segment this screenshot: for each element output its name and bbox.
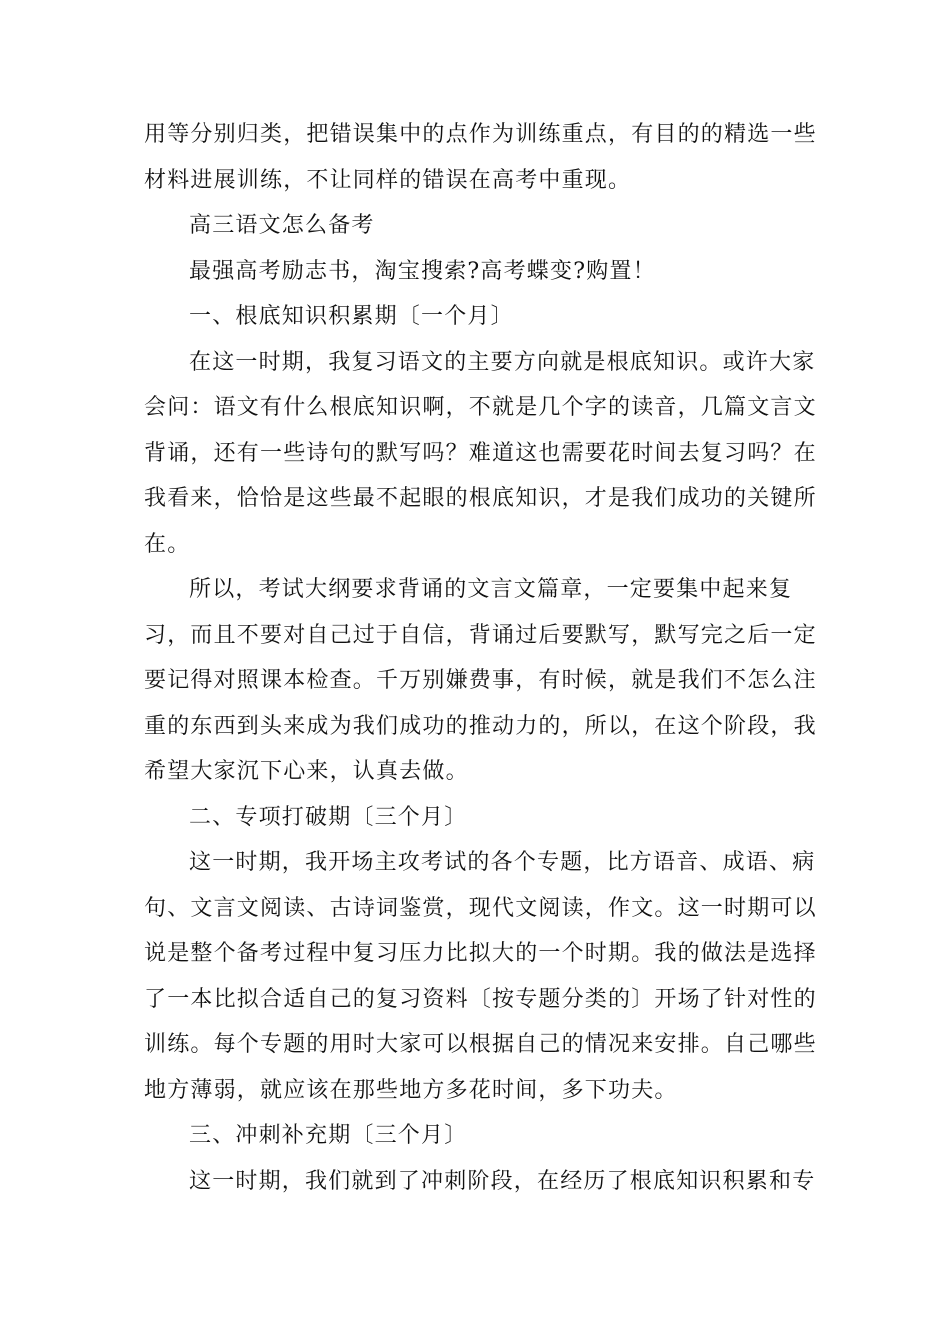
heading-stage-1: 一、根底知识积累期〔一个月〕 <box>189 304 514 329</box>
paragraph-1: 用等分别归类，把错误集中的点作为训练重点，有目的的精选一些材料进展训练，不让同样的错误在高考中重现。 <box>144 122 817 193</box>
heading-stage-3: 三、冲刺补充期〔三个月〕 <box>189 1123 468 1148</box>
paragraph-stage-3: 这一时期，我们就到了冲刺阶段，在经历了根底知识积累和专 <box>189 1168 816 1194</box>
promo-line: 最强高考励志书，淘宝搜索?高考蝶变?购置！ <box>189 258 656 284</box>
document-body <box>144 112 824 1204</box>
section-title: 高三语文怎么备考 <box>189 213 375 238</box>
paragraph-stage-1-advice: 所以，考试大纲要求背诵的文言文篇章，一定要集中起来复习，而且不要对自己过于自信，背诵过后要默写，默写完之后一定要记得对照课本检查。千万别嫌费事，有时候，就是我们不怎么注重的东西到头来成为我们成功的推动力的，所以，在这个阶段，我希望大家沉下心来，认真去做。 <box>144 577 817 784</box>
paragraph-stage-2: 这一时期，我开场主攻考试的各个专题，比方语音、成语、病句、文言文阅读、古诗词鉴赏，现代文阅读，作文。这一时期可以说是整个备考过程中复习压力比拟大的一个时期。我的做法是选择了一本比拟合适自己的复习资料〔按专题分类的〕开场了针对性的训练。每个专题的用时大家可以根据自己的情况来安排。自己哪些地方薄弱，就应该在那些地方多花时间，多下功夫。 <box>144 850 817 1103</box>
paragraph-stage-1: 在这一时期，我复习语文的主要方向就是根底知识。或许大家会问：语文有什么根底知识啊，不就是几个字的读音，几篇文言文背诵，还有一些诗句的默写吗？难道这也需要花时间去复习吗？在我看来，恰恰是这些最不起眼的根底知识，才是我们成功的关键所在。 <box>144 349 817 557</box>
heading-stage-2: 二、专项打破期〔三个月〕 <box>189 804 468 830</box>
